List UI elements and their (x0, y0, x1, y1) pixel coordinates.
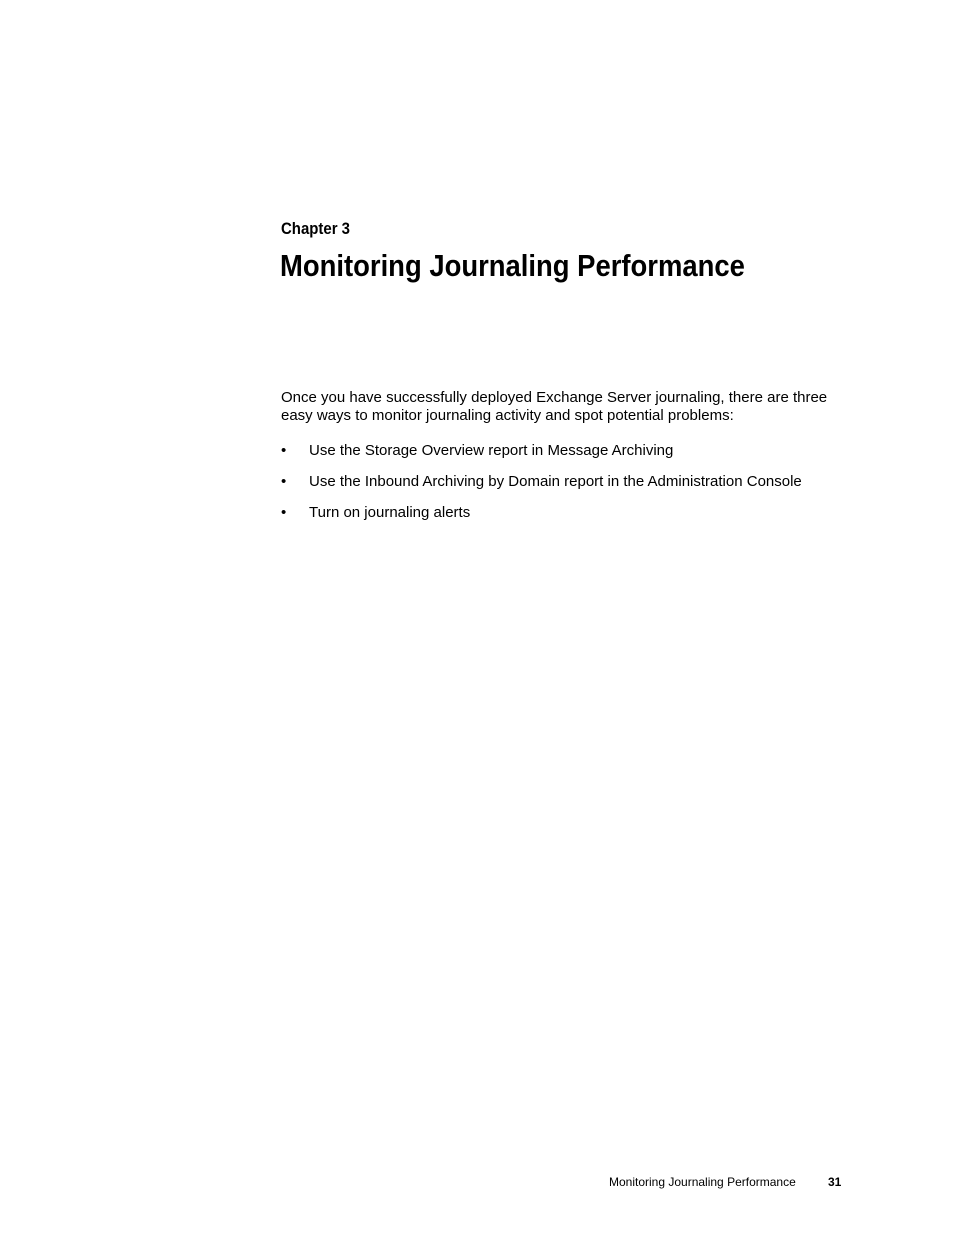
bullet-icon: • (281, 504, 287, 521)
list-item-text: Turn on journaling alerts (309, 504, 471, 521)
list-item-text: Use the Storage Overview report in Message Archiving (309, 442, 674, 459)
bullet-icon: • (281, 473, 287, 490)
page-number: 31 (828, 1175, 842, 1189)
list-item (281, 473, 861, 491)
intro-paragraph: Once you have successfully deployed Exchange Server journaling, there are three easy ways to monitor journaling activity and spot potential problems: (281, 389, 828, 424)
footer-title: Monitoring Journaling Performance (609, 1175, 796, 1189)
chapter-label: Chapter 3 (281, 219, 351, 238)
list-item-text: Use the Inbound Archiving by Domain report in the Administration Console (309, 473, 802, 490)
bullet-icon: • (281, 442, 287, 459)
bullet-list (281, 442, 861, 535)
list-item (281, 504, 861, 522)
chapter-title: Monitoring Journaling Performance (280, 248, 745, 283)
list-item (281, 442, 861, 460)
